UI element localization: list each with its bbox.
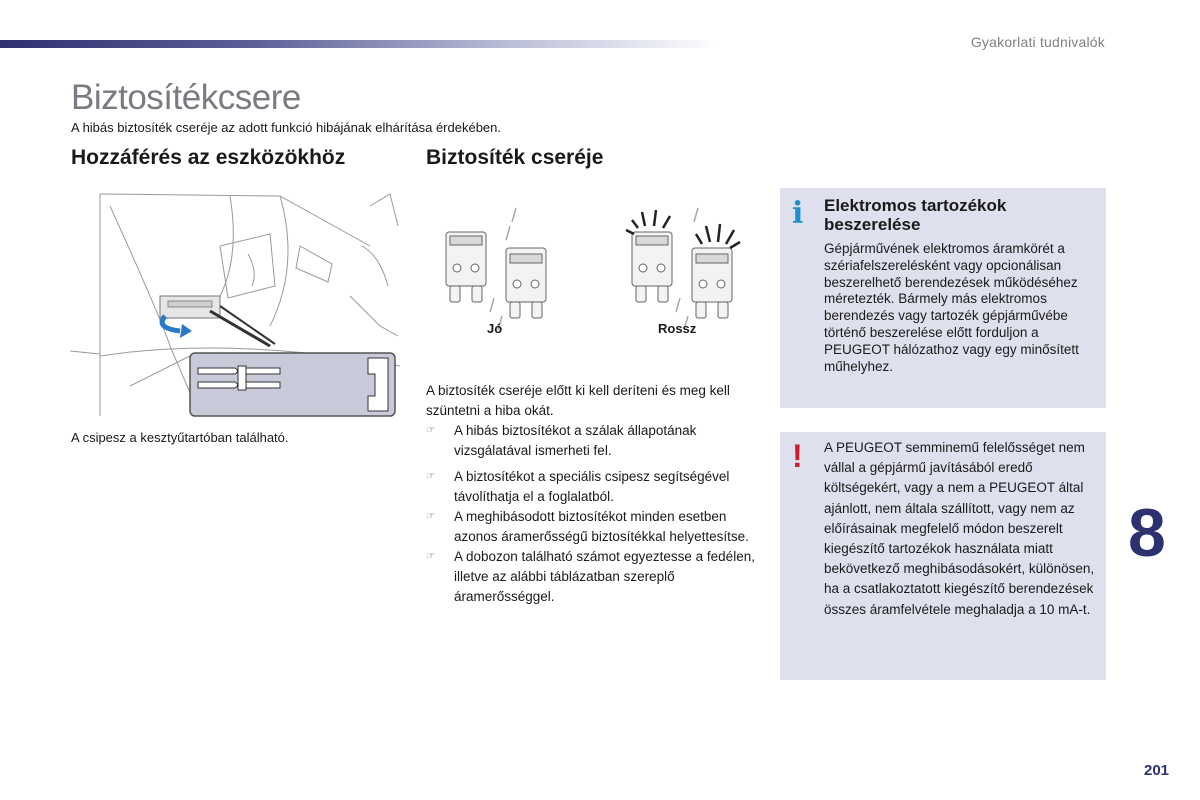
section-title: Gyakorlati tudnivalók — [970, 34, 1105, 50]
header-gradient-bar — [0, 40, 720, 48]
glovebox-illustration — [70, 186, 400, 418]
list-item: ☞ A dobozon található számot egyeztesse a fedélen, illetve az alábbi táblázatban szereplő áramerősséggel. — [426, 549, 755, 604]
fuse-instructions — [426, 381, 756, 607]
pointer-bullet-icon: ☞ — [426, 471, 435, 482]
fuse-comparison-illustration — [430, 198, 750, 338]
glovebox-caption: A csipesz a kesztyűtartóban található. — [71, 430, 289, 445]
info-box — [780, 188, 1106, 408]
info-heading: Elektromos tartozékok beszerelése — [824, 196, 1007, 234]
instructions-list — [426, 421, 756, 607]
warning-icon: ! — [792, 438, 803, 474]
info-icon: i — [792, 196, 804, 231]
good-fuse-pair — [446, 232, 546, 318]
warning-box — [780, 432, 1106, 680]
pointer-bullet-icon: ☞ — [426, 511, 435, 522]
label-bad-fuse: Rossz — [658, 321, 697, 336]
instructions-paragraph: A biztosíték cseréje előtt ki kell deríteni és meg kell szüntetni a hiba okát. — [426, 383, 730, 418]
pointer-bullet-icon: ☞ — [426, 425, 435, 436]
heading-fuse-replacement: Biztosíték cseréje — [426, 146, 604, 169]
warning-text: A PEUGEOT semminemű felelősséget nem vállal a gépjármű javításából eredő költségekért, vagy a nem a PEUGEOT által ajánlott, nem általa szállított, vagy nem az előírásainak megfelelő módon beszerelt kiegészítő tartozékok használata miatt bekövetkező meghibásodásokért, különösen, ha a csatlakoztatott kiegészítő berendezések összes áramfelvétele meghaladja a 10 mA-t. — [824, 440, 1095, 617]
chapter-number: 8 — [1128, 495, 1166, 571]
heading-access-tools: Hozzáférés az eszközökhöz — [71, 146, 346, 169]
list-item: ☞ A meghibásodott biztosítékot minden esetben azonos áramerősségű biztosítékkal helyettesítse. — [426, 509, 749, 544]
list-item: ☞ A biztosítékot a speciális csipesz segítségével távolíthatja el a foglalatból. — [426, 469, 730, 504]
intro-text: A hibás biztosíték cseréje az adott funkció hibájának elhárítása érdekében. — [71, 120, 501, 135]
bad-fuse-pair — [632, 232, 732, 318]
page-title: Biztosítékcsere — [71, 78, 301, 117]
info-text: Gépjárművének elektromos áramkörét a szériafelszerelésként vagy opcionálisan beszerelhető berendezések működéséhez méretezték. Bármely más elektromos berendezés vagy tartozék gépjárművébe történő beszerelése előtt forduljon a PEUGEOT hálózathoz vagy egy minősített műhelyhez. — [824, 241, 1079, 374]
page-number: 201 — [1144, 762, 1170, 779]
pointer-bullet-icon: ☞ — [426, 551, 435, 562]
label-good-fuse: Jó — [487, 321, 503, 336]
list-item: ☞ A hibás biztosítékot a szálak állapotának vizsgálatával ismerheti fel. — [426, 423, 697, 458]
